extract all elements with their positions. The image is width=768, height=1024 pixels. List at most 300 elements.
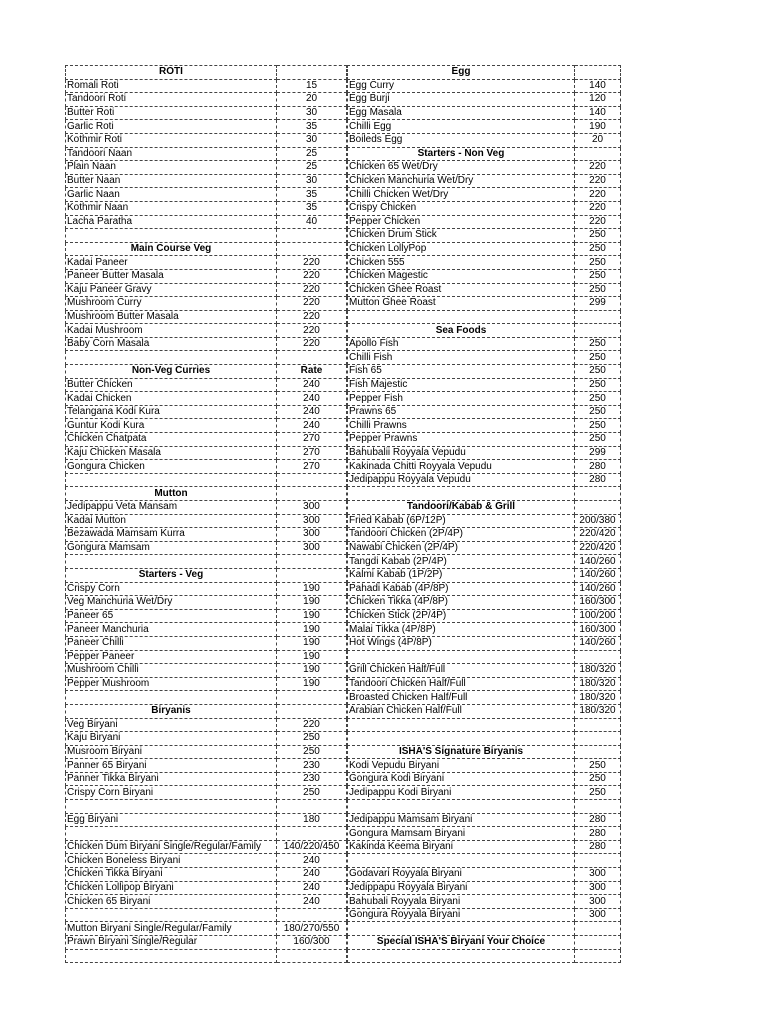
item-price: 200/380 [575, 514, 621, 528]
section-rate-label [575, 745, 621, 759]
menu-item-row [66, 419, 347, 433]
menu-sheet [65, 65, 621, 963]
section-header-row [66, 487, 347, 501]
item-price: 250 [575, 772, 621, 786]
item-price: 240 [277, 405, 347, 419]
menu-item-row [348, 120, 621, 134]
blank-row [66, 827, 347, 841]
item-name: Jedippapu Royyala Biryani [348, 881, 575, 895]
item-price: 190 [575, 120, 621, 134]
item-name: Arabian Chicken Half/Full [348, 704, 575, 718]
menu-item-row [348, 514, 621, 528]
section-title: Starters - Veg [66, 568, 277, 582]
section-rate-label [575, 324, 621, 338]
menu-item-row [348, 840, 621, 854]
item-name: Gongura Mamsam Biryani [348, 827, 575, 841]
menu-item-row [66, 936, 347, 950]
item-price: 300 [277, 541, 347, 555]
item-name: Bezawada Mamsam Kurra [66, 528, 277, 542]
menu-item-row [66, 378, 347, 392]
item-price: 220 [575, 161, 621, 175]
menu-item-row [348, 881, 621, 895]
blank-row [348, 732, 621, 746]
menu-item-row [66, 174, 347, 188]
item-name: Jedipappu Veta Mansam [66, 501, 277, 515]
item-name [66, 473, 277, 487]
item-price: 240 [277, 868, 347, 882]
item-name: Chicken LollyPop [348, 242, 575, 256]
item-name: Paneer Chilli [66, 636, 277, 650]
item-name: Musroom Biryani [66, 745, 277, 759]
menu-item-row [348, 269, 621, 283]
section-header-row [66, 568, 347, 582]
item-name: Paneer Butter Masala [66, 269, 277, 283]
item-name: Chilli Prawns [348, 419, 575, 433]
menu-item-row [66, 405, 347, 419]
item-price: 160/300 [277, 936, 347, 950]
menu-item-row [66, 528, 347, 542]
menu-item-row [66, 106, 347, 120]
section-title: ISHA'S Signature Biryanis [348, 745, 575, 759]
item-name: Butter Chicken [66, 378, 277, 392]
item-price: 230 [277, 772, 347, 786]
menu-item-row [66, 215, 347, 229]
item-name [348, 650, 575, 664]
blank-row [348, 800, 621, 814]
item-price: 140/260 [575, 582, 621, 596]
item-price: 240 [277, 392, 347, 406]
menu-item-row [348, 174, 621, 188]
item-price: 250 [575, 378, 621, 392]
blank-row [348, 487, 621, 501]
item-name: Apollo Fish [348, 337, 575, 351]
item-price: 190 [277, 609, 347, 623]
menu-item-row [66, 868, 347, 882]
item-price [575, 854, 621, 868]
item-name [348, 310, 575, 324]
item-price: 300 [575, 868, 621, 882]
item-price: 280 [575, 827, 621, 841]
section-header-row [348, 147, 621, 161]
item-price: 220 [575, 215, 621, 229]
item-price: 250 [575, 392, 621, 406]
blank-row [66, 908, 347, 922]
item-price: 300 [277, 514, 347, 528]
item-price [575, 922, 621, 936]
item-price: 140/260 [575, 636, 621, 650]
menu-item-row [66, 623, 347, 637]
menu-item-row [66, 596, 347, 610]
blank-row [66, 691, 347, 705]
section-rate-label [277, 568, 347, 582]
item-name: Panner 65 Biryani [66, 759, 277, 773]
item-price: 140/220/450 [277, 840, 347, 854]
menu-item-row [66, 188, 347, 202]
item-name: Jedipappu Royyala Vepudu [348, 473, 575, 487]
item-price: 140/260 [575, 555, 621, 569]
item-name: Crispy Chicken [348, 201, 575, 215]
item-name: Kakinda Keema Biryani [348, 840, 575, 854]
item-name: Fish 65 [348, 365, 575, 379]
item-price: 220 [277, 269, 347, 283]
item-name: Tandoori Roti [66, 93, 277, 107]
menu-item-row [348, 378, 621, 392]
menu-item-row [66, 786, 347, 800]
menu-item-row [348, 161, 621, 175]
item-name: Garlic Roti [66, 120, 277, 134]
item-name: Gongura Chicken [66, 460, 277, 474]
item-name [348, 718, 575, 732]
menu-item-row [66, 201, 347, 215]
item-price: 220 [575, 174, 621, 188]
item-price: 250 [575, 283, 621, 297]
section-title: Non-Veg Curries [66, 365, 277, 379]
menu-item-row [348, 541, 621, 555]
item-name: Mutton Biryani Single/Regular/Family [66, 922, 277, 936]
item-name: Hot Wings (4P/8P) [348, 636, 575, 650]
item-price: 220/420 [575, 541, 621, 555]
blank-row [348, 650, 621, 664]
item-price: 240 [277, 854, 347, 868]
item-name: Chicken Stick (2P/4P) [348, 609, 575, 623]
item-name: Lacha Paratha [66, 215, 277, 229]
item-name: Gongura Mamsam [66, 541, 277, 555]
item-name: Gongura Kodi Biryani [348, 772, 575, 786]
menu-item-row [348, 677, 621, 691]
item-name: Chicken Dum Biryani Single/Regular/Family [66, 840, 277, 854]
item-name: Panner Tikka Biryani [66, 772, 277, 786]
item-name [66, 908, 277, 922]
item-name: Tandoori Chicken (2P/4P) [348, 528, 575, 542]
item-name: Butter Naan [66, 174, 277, 188]
menu-item-row [66, 120, 347, 134]
item-name: Chicken 555 [348, 256, 575, 270]
item-name: Kodi Vepudu Biryani [348, 759, 575, 773]
menu-item-row [348, 188, 621, 202]
item-price: 300 [575, 908, 621, 922]
item-price: 299 [575, 297, 621, 311]
item-name [348, 854, 575, 868]
item-name [66, 229, 277, 243]
section-header-row [348, 501, 621, 515]
item-price: 220 [575, 188, 621, 202]
item-name: Grill Chicken Half/Full [348, 664, 575, 678]
item-name: Pepper Mushroom [66, 677, 277, 691]
blank-row [348, 949, 621, 963]
section-rate-label [277, 66, 347, 80]
menu-item-row [348, 93, 621, 107]
section-title: Sea Foods [348, 324, 575, 338]
item-price: 190 [277, 623, 347, 637]
blank-row [66, 229, 347, 243]
item-price [277, 908, 347, 922]
item-name: Kothmir Naan [66, 201, 277, 215]
item-price: 180/320 [575, 664, 621, 678]
section-title: Egg [348, 66, 575, 80]
section-rate-label [575, 936, 621, 950]
item-name: Prawns 65 [348, 405, 575, 419]
item-name: Telangana Kodi Kura [66, 405, 277, 419]
blank-row [66, 949, 347, 963]
menu-item-row [348, 596, 621, 610]
section-rate-label [277, 242, 347, 256]
section-header-row [66, 704, 347, 718]
item-name: Tandoori Chicken Half/Full [348, 677, 575, 691]
menu-item-row [66, 133, 347, 147]
item-price: 250 [575, 433, 621, 447]
menu-item-row [348, 473, 621, 487]
item-name: Paneer Manchuria [66, 623, 277, 637]
item-name: Chicken Tikka Biryani [66, 868, 277, 882]
item-name: Plain Naan [66, 161, 277, 175]
item-price [277, 229, 347, 243]
menu-item-row [348, 405, 621, 419]
item-name: Crispy Corn Biryani [66, 786, 277, 800]
item-price: 250 [575, 365, 621, 379]
section-header-row [348, 936, 621, 950]
menu-item-row [348, 215, 621, 229]
right-menu-table [347, 65, 621, 963]
item-name: Bahubali Royyala Biryani [348, 895, 575, 909]
item-name [66, 555, 277, 569]
section-rate-label [277, 704, 347, 718]
item-name [66, 949, 277, 963]
item-name: Veg Manchuria Wet/Dry [66, 596, 277, 610]
item-price: 15 [277, 79, 347, 93]
menu-item-row [348, 229, 621, 243]
item-name: Fried Kabab (6P/12P) [348, 514, 575, 528]
menu-item-row [66, 310, 347, 324]
menu-item-row [348, 79, 621, 93]
section-title: Mutton [66, 487, 277, 501]
item-price: 270 [277, 460, 347, 474]
item-name: Veg Biryani [66, 718, 277, 732]
item-price: 250 [575, 256, 621, 270]
menu-item-row [348, 256, 621, 270]
item-price [575, 650, 621, 664]
menu-item-row [66, 93, 347, 107]
section-title: Tandoori/Kabab & Grill [348, 501, 575, 515]
item-price: 240 [277, 419, 347, 433]
menu-item-row [66, 650, 347, 664]
item-price: 250 [575, 351, 621, 365]
menu-item-row [348, 201, 621, 215]
item-name: Kothmir Roti [66, 133, 277, 147]
item-price [277, 351, 347, 365]
item-price: 20 [277, 93, 347, 107]
item-price [575, 310, 621, 324]
blank-row [348, 310, 621, 324]
section-rate-label: Rate [277, 365, 347, 379]
menu-item-row [66, 460, 347, 474]
menu-item-row [348, 297, 621, 311]
section-title: Biryanis [66, 704, 277, 718]
menu-item-row [66, 297, 347, 311]
item-price: 250 [277, 745, 347, 759]
item-price [277, 473, 347, 487]
item-name: Mushroom Butter Masala [66, 310, 277, 324]
item-name: Egg Burji [348, 93, 575, 107]
menu-item-row [348, 433, 621, 447]
item-name: Kalmi Kabab (1P/2P) [348, 568, 575, 582]
blank-row [66, 555, 347, 569]
menu-item-row [348, 568, 621, 582]
item-price: 190 [277, 650, 347, 664]
item-price: 190 [277, 582, 347, 596]
item-name: Chilli Egg [348, 120, 575, 134]
item-price: 190 [277, 596, 347, 610]
item-name: Tandoori Naan [66, 147, 277, 161]
item-price: 180/320 [575, 704, 621, 718]
section-title: ROTI [66, 66, 277, 80]
menu-item-row [348, 786, 621, 800]
item-name: Gongura Royyala Biryani [348, 908, 575, 922]
item-name: Chicken Magestic [348, 269, 575, 283]
item-price: 300 [575, 895, 621, 909]
menu-item-row [348, 283, 621, 297]
item-name: Pepper Fish [348, 392, 575, 406]
menu-item-row [348, 582, 621, 596]
item-price [575, 718, 621, 732]
item-name: Pepper Prawns [348, 433, 575, 447]
menu-item-row [66, 392, 347, 406]
menu-item-row [66, 854, 347, 868]
item-name [348, 800, 575, 814]
menu-item-row [348, 419, 621, 433]
item-name: Chilli Fish [348, 351, 575, 365]
item-price: 280 [575, 813, 621, 827]
item-name [66, 691, 277, 705]
blank-row [348, 922, 621, 936]
item-name: Egg Masala [348, 106, 575, 120]
menu-item-row [66, 840, 347, 854]
menu-item-row [66, 677, 347, 691]
item-price: 180/320 [575, 677, 621, 691]
menu-item-row [348, 460, 621, 474]
menu-item-row [348, 691, 621, 705]
menu-item-row [348, 759, 621, 773]
item-price: 250 [575, 269, 621, 283]
item-name [66, 351, 277, 365]
item-name: Kadai Chicken [66, 392, 277, 406]
menu-item-row [348, 365, 621, 379]
menu-item-row [348, 772, 621, 786]
item-name: Chicken Lollipop Biryani [66, 881, 277, 895]
section-rate-label [277, 487, 347, 501]
item-name: Egg Biryani [66, 813, 277, 827]
menu-item-row [348, 664, 621, 678]
item-name: Chicken Boneless Biryani [66, 854, 277, 868]
item-price: 280 [575, 460, 621, 474]
menu-item-row [66, 895, 347, 909]
item-name [66, 800, 277, 814]
item-price [277, 555, 347, 569]
item-price: 299 [575, 446, 621, 460]
item-name [348, 487, 575, 501]
item-price: 220 [575, 201, 621, 215]
item-price: 250 [575, 242, 621, 256]
item-price: 250 [575, 786, 621, 800]
menu-item-row [66, 256, 347, 270]
section-rate-label [575, 501, 621, 515]
item-price: 250 [575, 337, 621, 351]
item-price: 160/300 [575, 623, 621, 637]
item-name: Kadai Mutton [66, 514, 277, 528]
item-name [348, 949, 575, 963]
menu-item-row [348, 528, 621, 542]
item-price [575, 949, 621, 963]
item-name: Mushroom Chilli [66, 664, 277, 678]
item-name: Prawn Biryani Single/Regular [66, 936, 277, 950]
menu-item-row [348, 636, 621, 650]
menu-item-row [66, 582, 347, 596]
item-price: 250 [277, 732, 347, 746]
menu-item-row [66, 745, 347, 759]
item-price: 190 [277, 664, 347, 678]
item-name: Baby Corn Masala [66, 337, 277, 351]
menu-item-row [348, 133, 621, 147]
menu-item-row [66, 541, 347, 555]
item-price: 250 [575, 229, 621, 243]
menu-item-row [66, 446, 347, 460]
item-price: 300 [277, 528, 347, 542]
menu-item-row [348, 609, 621, 623]
menu-item-row [348, 623, 621, 637]
item-price: 250 [575, 419, 621, 433]
item-price: 100/200 [575, 609, 621, 623]
item-price: 35 [277, 201, 347, 215]
item-name: Mushroom Curry [66, 297, 277, 311]
left-menu-table [65, 65, 347, 963]
item-name: Bahubalii Royyala Vepudu [348, 446, 575, 460]
menu-item-row [348, 106, 621, 120]
item-price: 20 [575, 133, 621, 147]
item-name: Fish Majestic [348, 378, 575, 392]
item-name: Egg Curry [348, 79, 575, 93]
item-price: 250 [575, 759, 621, 773]
menu-item-row [66, 337, 347, 351]
item-price: 230 [277, 759, 347, 773]
item-price [277, 800, 347, 814]
menu-item-row [348, 392, 621, 406]
item-price: 25 [277, 147, 347, 161]
menu-item-row [348, 446, 621, 460]
item-name: Kaju Chicken Masala [66, 446, 277, 460]
menu-item-row [66, 881, 347, 895]
item-name: Kadai Paneer [66, 256, 277, 270]
item-price: 270 [277, 446, 347, 460]
item-name: Pepper Chicken [348, 215, 575, 229]
item-name: Kakinada Chitti Royyala Vepudu [348, 460, 575, 474]
item-name: Kaju Biryani [66, 732, 277, 746]
menu-item-row [348, 351, 621, 365]
menu-item-row [348, 555, 621, 569]
item-name [66, 827, 277, 841]
menu-item-row [348, 868, 621, 882]
item-name: Butter Roti [66, 106, 277, 120]
item-name: Jedipappu Kodi Biryani [348, 786, 575, 800]
item-price [575, 800, 621, 814]
item-name: Kaju Paneer Gravy [66, 283, 277, 297]
menu-item-row [66, 609, 347, 623]
item-name: Malai Tikka (4P/8P) [348, 623, 575, 637]
item-price: 300 [277, 501, 347, 515]
section-header-row [348, 324, 621, 338]
item-price: 240 [277, 378, 347, 392]
section-header-row [348, 745, 621, 759]
item-name: Chicken 65 Biryani [66, 895, 277, 909]
item-name: Chilli Chicken Wet/Dry [348, 188, 575, 202]
